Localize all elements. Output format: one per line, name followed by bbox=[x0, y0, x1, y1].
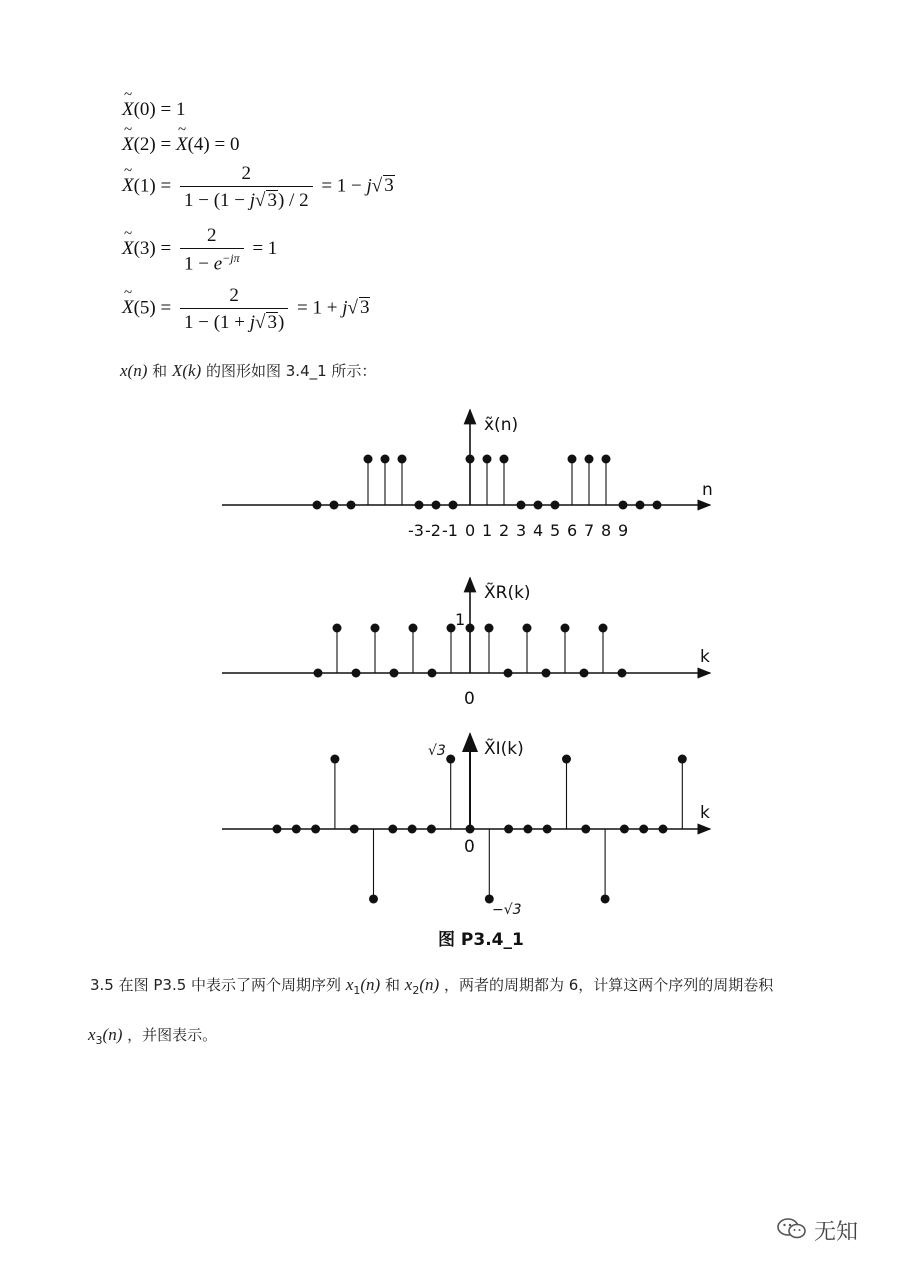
problem-x3: x bbox=[88, 1025, 96, 1044]
xn-stem-point bbox=[347, 501, 356, 510]
xr-stem-point bbox=[504, 669, 513, 678]
problem-line-2 bbox=[88, 1024, 217, 1047]
plot-xr-x-label: k bbox=[700, 647, 710, 667]
xn-stem-point bbox=[551, 501, 560, 510]
xn-tick-label: -2 bbox=[425, 521, 441, 540]
xn-tick-label: 3 bbox=[516, 521, 527, 540]
plot-xi-pos-label: √3 bbox=[428, 743, 446, 759]
plot-xn-x-label: n bbox=[702, 480, 713, 500]
xr-stem-point bbox=[599, 624, 608, 633]
xi-stem-point bbox=[311, 825, 320, 834]
xn-tick-label: 5 bbox=[550, 521, 561, 540]
xn-tick-label: 9 bbox=[618, 521, 629, 540]
equation-x2-x4: ~ X(2) = ~ X(4) = 0 bbox=[122, 135, 239, 154]
xr-stem-point bbox=[618, 669, 627, 678]
xr-stem-point bbox=[561, 624, 570, 633]
plot-xn-y-label: x̃(n) bbox=[484, 415, 519, 435]
figure-title: 图 P3.4_1 bbox=[438, 930, 524, 950]
xi-stem-point bbox=[292, 825, 301, 834]
caption-xn: x(n) bbox=[120, 361, 148, 380]
equation-x1: ~ X(1) = $\frac{2}{1 - (1 - j√ 3) / 2}$ = 1 − j√ 3 bbox=[122, 164, 395, 210]
xn-tick-label: 2 bbox=[499, 521, 510, 540]
xn-stem-point bbox=[398, 455, 407, 464]
problem-x2: x bbox=[404, 975, 413, 994]
problem-line1-tail: ，两者的周期都为 6，计算这两个序列的周期卷积 bbox=[443, 976, 774, 994]
plot-xn bbox=[222, 410, 713, 540]
problem-x3-sub: 3 bbox=[95, 1034, 103, 1047]
caption-connector: 和 bbox=[152, 362, 168, 380]
xi-stem-point bbox=[485, 894, 494, 903]
xn-stem-point bbox=[364, 455, 373, 464]
xr-stem-point bbox=[447, 624, 456, 633]
xn-stem-point bbox=[500, 455, 509, 464]
problem-x3-arg: (n) bbox=[102, 1025, 123, 1044]
xi-stem-point bbox=[369, 894, 378, 903]
equation-x3: ~ X(3) = $\frac{2}{1 - e^{-j\pi}}$ = 1 bbox=[122, 226, 277, 273]
plot-xi-neg-label: −√3 bbox=[492, 902, 522, 918]
xi-stem-point bbox=[330, 755, 339, 764]
plot-xi bbox=[222, 734, 710, 918]
xi-stem-point bbox=[446, 755, 455, 764]
xr-stem-point bbox=[466, 624, 475, 633]
problem-line-1 bbox=[90, 974, 773, 997]
plot-xr bbox=[222, 578, 710, 709]
xr-stem-point bbox=[485, 624, 494, 633]
xi-stem-point bbox=[350, 825, 359, 834]
xn-tick-label: 7 bbox=[584, 521, 595, 540]
xn-stem-point bbox=[313, 501, 322, 510]
xr-stem-point bbox=[314, 669, 323, 678]
xi-stem-point bbox=[523, 825, 532, 834]
xn-stem-point bbox=[330, 501, 339, 510]
caption-tail: 的图形如图 3.4_1 所示： bbox=[206, 362, 377, 380]
xr-stem-point bbox=[428, 669, 437, 678]
xn-stem-point bbox=[602, 455, 611, 464]
watermark-text: 无知 bbox=[814, 1220, 859, 1245]
plot-xr-stems bbox=[314, 624, 627, 678]
xi-stem-point bbox=[581, 825, 590, 834]
plot-xr-value-label: 1 bbox=[455, 610, 466, 629]
xr-stem-point bbox=[542, 669, 551, 678]
xi-stem-point bbox=[659, 825, 668, 834]
xi-stem-point bbox=[388, 825, 397, 834]
xi-stem-point bbox=[601, 894, 610, 903]
plot-xi-origin-label: 0 bbox=[464, 837, 475, 857]
xr-stem-point bbox=[390, 669, 399, 678]
xi-stem-point bbox=[427, 825, 436, 834]
xn-tick-label: 1 bbox=[482, 521, 493, 540]
plot-xi-y-label: X̃I(k) bbox=[484, 739, 524, 759]
xr-stem-point bbox=[352, 669, 361, 678]
xr-stem-point bbox=[371, 624, 380, 633]
xi-stem-point bbox=[408, 825, 417, 834]
xn-tick-label: -1 bbox=[442, 521, 458, 540]
xi-stem-point bbox=[678, 755, 687, 764]
xn-stem-point bbox=[432, 501, 441, 510]
xn-stem-point bbox=[568, 455, 577, 464]
xi-stem-point bbox=[504, 825, 513, 834]
xn-stem-point bbox=[619, 501, 628, 510]
xn-tick-label: 8 bbox=[601, 521, 612, 540]
xi-stem-point bbox=[543, 825, 552, 834]
xn-stem-point bbox=[483, 455, 492, 464]
xr-stem-point bbox=[523, 624, 532, 633]
xn-stem-point bbox=[466, 455, 475, 464]
problem-x1: x bbox=[345, 975, 354, 994]
plot-xr-y-label: X̃R(k) bbox=[484, 583, 531, 603]
xn-tick-label: 0 bbox=[465, 521, 476, 540]
problem-line2-tail: ，并图表示。 bbox=[127, 1026, 218, 1044]
xn-stem-point bbox=[636, 501, 645, 510]
xn-stem-point bbox=[517, 501, 526, 510]
xi-stem-point bbox=[620, 825, 629, 834]
xr-stem-point bbox=[333, 624, 342, 633]
plot-xr-origin-label: 0 bbox=[464, 689, 475, 709]
problem-x2-arg: (n) bbox=[419, 975, 440, 994]
equation-x0: ~ X(0) = 1 bbox=[122, 100, 185, 119]
caption-xk: X(k) bbox=[171, 361, 202, 380]
xn-tick-label: 6 bbox=[567, 521, 578, 540]
xn-stem-point bbox=[381, 455, 390, 464]
equation-x5: ~ X(5) = $\frac{2}{1 - (1 + j√ 3)}$ = 1 + j√ 3 bbox=[122, 286, 370, 332]
xr-stem-point bbox=[409, 624, 418, 633]
xn-stem-point bbox=[415, 501, 424, 510]
xn-stem-point bbox=[585, 455, 594, 464]
problem-x2-sub: 2 bbox=[412, 984, 420, 997]
xn-stem-point bbox=[534, 501, 543, 510]
xi-stem-point bbox=[639, 825, 648, 834]
problem-and: 和 bbox=[385, 976, 401, 994]
xn-stem-point bbox=[449, 501, 458, 510]
problem-x1-arg: (n) bbox=[360, 975, 381, 994]
plot-xn-stems bbox=[313, 455, 662, 510]
wechat-logo-icon bbox=[776, 1216, 808, 1242]
plot-xi-x-label: k bbox=[700, 803, 710, 823]
xi-stem-point bbox=[466, 825, 475, 834]
xi-stem-point bbox=[562, 755, 571, 764]
xn-tick-label: 4 bbox=[533, 521, 544, 540]
xn-stem-point bbox=[653, 501, 662, 510]
plot-xn-tick-labels bbox=[408, 521, 628, 540]
problem-x1-sub: 1 bbox=[353, 984, 361, 997]
xr-stem-point bbox=[580, 669, 589, 678]
problem-intro: 3.5 在图 P3.5 中表示了两个周期序列 bbox=[90, 976, 342, 994]
xi-stem-point bbox=[273, 825, 282, 834]
xn-tick-label: -3 bbox=[408, 521, 424, 540]
